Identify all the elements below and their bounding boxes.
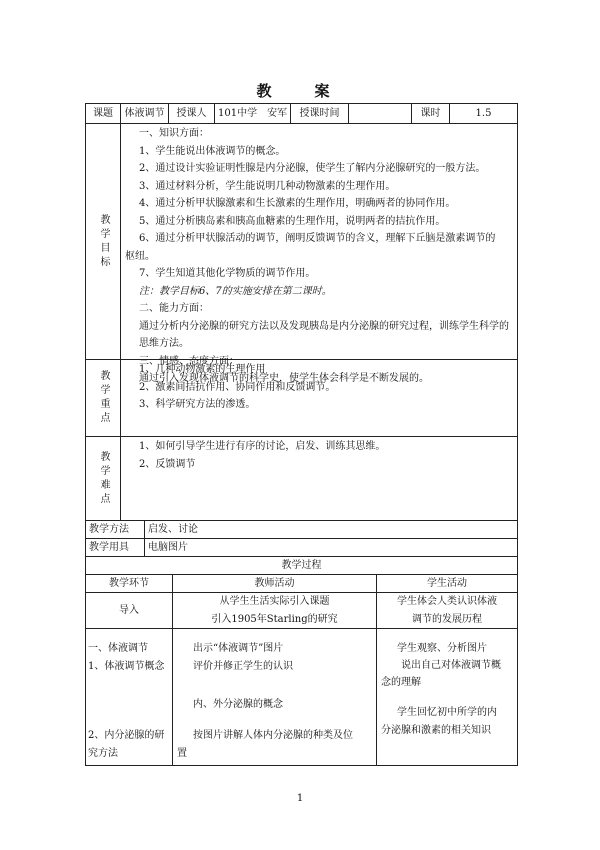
difficulties-label: 教学难点 [98,450,109,507]
key-point-item: 1、几种动物激素的生理作用 [139,364,266,375]
knowledge-item: 2、通过设计实验证明性腺是内分泌腺，使学生了解内分泌腺研究的一般方法。 [139,163,486,174]
intro-stage: 导入 [119,604,139,616]
hours-label: 课时 [411,104,449,123]
stage-line: 2、内分泌腺的研 [88,730,165,741]
student-line: 分泌腺和激素的相关知识 [381,724,491,736]
ability-text: 通过分析内分泌腺的研究方法以及发现胰岛是内分泌腺的研究过程，训练学生科学的思维方法。 [139,320,509,349]
process-heading: 教学过程 [281,560,322,571]
ability-heading: 二、能力方面： [139,303,209,314]
main-teacher [172,629,376,765]
knowledge-item: 7、学生知道其他化学物质的调节作用。 [139,268,316,279]
lesson-plan-table [85,103,518,766]
teacher-value: 101中学 安军 [214,104,290,123]
process-heading-row [86,556,517,574]
knowledge-item: 6、通过分析甲状腺活动的调节，阐明反馈调节的含义，理解下丘脑是激素调节的 [139,233,496,244]
stage-line: 一、体液调节 [88,643,148,654]
key-points-row [86,359,517,436]
col-teacher: 教师活动 [172,575,376,592]
tools-row [86,538,517,556]
teacher-label: 授课人 [168,104,214,123]
process-columns-row [86,574,517,592]
topic-value: 体液调节 [120,104,168,123]
hours-value: 1.5 [449,104,517,123]
intro-row [86,592,517,628]
key-point-item: 2、激素间拮抗作用、协同作用和反馈调节。 [139,381,336,393]
emotion-heading: 三、情感、态度方面： [139,355,239,367]
teacher-line: 评价并修正学生的认识 [193,660,293,672]
emotion-text: 通过引入发现体液调节的科学史，使学生体会科学是不断发展的。 [139,373,429,384]
difficulty-item: 1、如何引导学生进行有序的讨论，启发、训练其思维。 [139,441,386,452]
intro-student-line: 调节的发展历程 [412,613,482,625]
col-student: 学生活动 [376,575,517,592]
intro-student-line: 学生体会人类认识体液 [397,596,497,607]
teacher-line: 内、外分泌腺的概念 [193,699,283,710]
tools-label: 教学用具 [89,542,129,553]
method-row [86,520,517,538]
teacher-line: 出示“体液调节”图片 [193,643,284,654]
stage-line: 1、体液调节概念 [88,660,165,672]
intro-teacher-line: 引入1905年Starling的研究 [211,613,338,625]
student-line: 学生观察、分析图片 [397,643,487,654]
knowledge-item: 4、通过分析甲状腺激素和生长激素的生理作用，明确两者的协同作用。 [139,198,456,209]
difficulties-row [86,436,517,520]
key-points-content [120,360,517,436]
main-stage [86,629,172,765]
tools-value: 电脑图片 [144,539,517,556]
knowledge-item: 5、通过分析胰岛素和胰高血糖素的生理作用，说明两者的拮抗作用。 [139,215,446,227]
objectives-note: 注：教学目标6、7的实施安排在第二课时。 [139,285,332,297]
key-point-item: 3、科学研究方法的渗透。 [139,399,256,410]
difficulties-content [120,437,517,520]
teacher-line: 置 [177,747,187,759]
knowledge-item: 3、通过材料分析，学生能说明几种动物激素的生理作用。 [139,180,396,192]
knowledge-item: 枢纽。 [125,250,155,262]
intro-teacher-line: 从学生生活实际引入课题 [219,596,330,607]
student-line: 学生回忆初中所学的内 [397,707,497,718]
col-stage: 教学环节 [109,578,149,589]
page-number: 1 [296,793,304,804]
intro-teacher [172,593,376,628]
objectives-label: 教学目标 [98,213,109,270]
intro-student [376,593,517,628]
method-value: 启发、讨论 [144,521,517,538]
topic-label: 课题 [93,108,113,119]
time-label: 授课时间 [290,104,348,123]
key-points-label: 教学重点 [98,370,109,426]
method-label: 教学方法 [89,524,129,535]
time-value [348,104,411,123]
header-row [86,104,517,123]
page-title: 教 案 [256,82,344,100]
student-line: 说出自己对体液调节概 [401,660,501,671]
knowledge-heading: 一、知识方面： [139,128,209,139]
teacher-line: 按图片讲解人体内分泌腺的种类及位 [193,730,353,741]
main-student [376,629,517,765]
difficulty-item: 2、反馈调节 [139,458,196,470]
main-process-row [86,628,517,765]
knowledge-item: 1、学生能说出体液调节的概念。 [139,145,286,157]
student-line: 念的理解 [381,677,421,688]
stage-line: 究方法 [88,747,118,759]
